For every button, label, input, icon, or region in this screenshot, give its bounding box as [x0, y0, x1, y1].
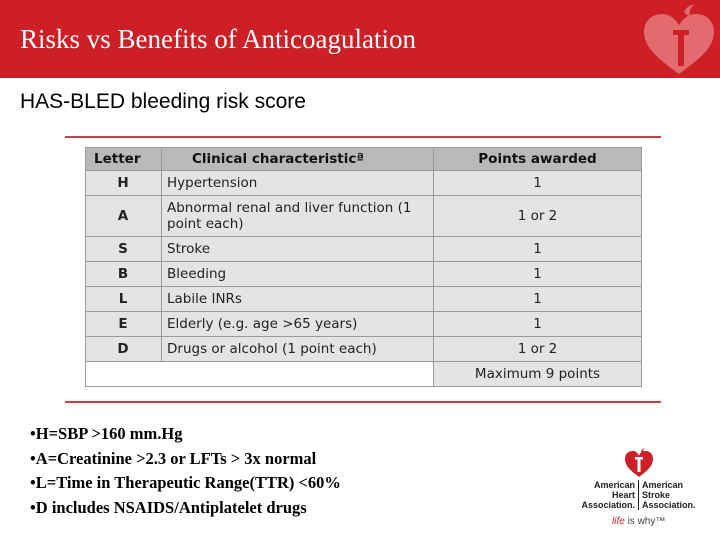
table-row	[86, 337, 642, 362]
row-letter: B	[86, 262, 162, 287]
row-letter: D	[86, 337, 162, 362]
table-row	[86, 237, 642, 262]
logo-tagline	[612, 516, 665, 527]
heart-torch-icon	[640, 4, 718, 78]
table-row	[86, 312, 642, 337]
tagline-life: life	[612, 516, 625, 527]
note-item: • L=Time in Therapeutic Range(TTR) <60%	[30, 471, 341, 496]
divider-top	[65, 136, 661, 138]
divider-bottom	[65, 401, 661, 403]
note-item: • A=Creatinine >2.3 or LFTs > 3x normal	[30, 447, 341, 472]
heart-torch-icon	[624, 448, 654, 478]
slide-header	[0, 0, 720, 78]
row-points: 1 or 2	[434, 337, 642, 362]
row-characteristic: Elderly (e.g. age >65 years)	[162, 312, 434, 337]
table-row	[86, 171, 642, 196]
header-letter: Letter	[86, 148, 162, 171]
row-characteristic: Labile INRs	[162, 287, 434, 312]
logo-separator	[638, 480, 639, 510]
row-characteristic: Stroke	[162, 237, 434, 262]
table-footer-row	[86, 362, 642, 387]
has-bled-table	[85, 147, 642, 387]
footer-blank-cell	[86, 362, 434, 387]
row-letter: S	[86, 237, 162, 262]
row-points: 1 or 2	[434, 196, 642, 237]
row-points: 1	[434, 237, 642, 262]
row-points: 1	[434, 287, 642, 312]
table-header-row	[86, 148, 642, 171]
row-characteristic: Drugs or alcohol (1 point each)	[162, 337, 434, 362]
row-letter: H	[86, 171, 162, 196]
header-points: Points awarded	[434, 148, 642, 171]
row-characteristic: Bleeding	[162, 262, 434, 287]
row-letter: A	[86, 196, 162, 237]
row-points: 1	[434, 171, 642, 196]
row-points: 1	[434, 312, 642, 337]
note-item: • D includes NSAIDS/Antiplatelet drugs	[30, 496, 341, 521]
aha-name: American Heart Association.	[581, 480, 635, 510]
row-letter: L	[86, 287, 162, 312]
aha-asa-logo	[580, 448, 704, 530]
row-letter: E	[86, 312, 162, 337]
note-item: • H=SBP >160 mm.Hg	[30, 422, 341, 447]
table-row	[86, 287, 642, 312]
row-characteristic: Hypertension	[162, 171, 434, 196]
table-row	[86, 262, 642, 287]
asa-name: American Stroke Association.	[642, 480, 696, 510]
slide-title: Risks vs Benefits of Anticoagulation	[20, 24, 416, 54]
row-points: 1	[434, 262, 642, 287]
footer-max-points: Maximum 9 points	[434, 362, 642, 387]
tagline-rest: is why™	[624, 516, 666, 527]
row-characteristic: Abnormal renal and liver function (1 point each)	[162, 196, 434, 237]
table-row	[86, 196, 642, 237]
notes-list	[30, 422, 341, 520]
subtitle: HAS-BLED bleeding risk score	[20, 90, 306, 113]
header-characteristic: Clinical characteristicª	[162, 148, 434, 171]
